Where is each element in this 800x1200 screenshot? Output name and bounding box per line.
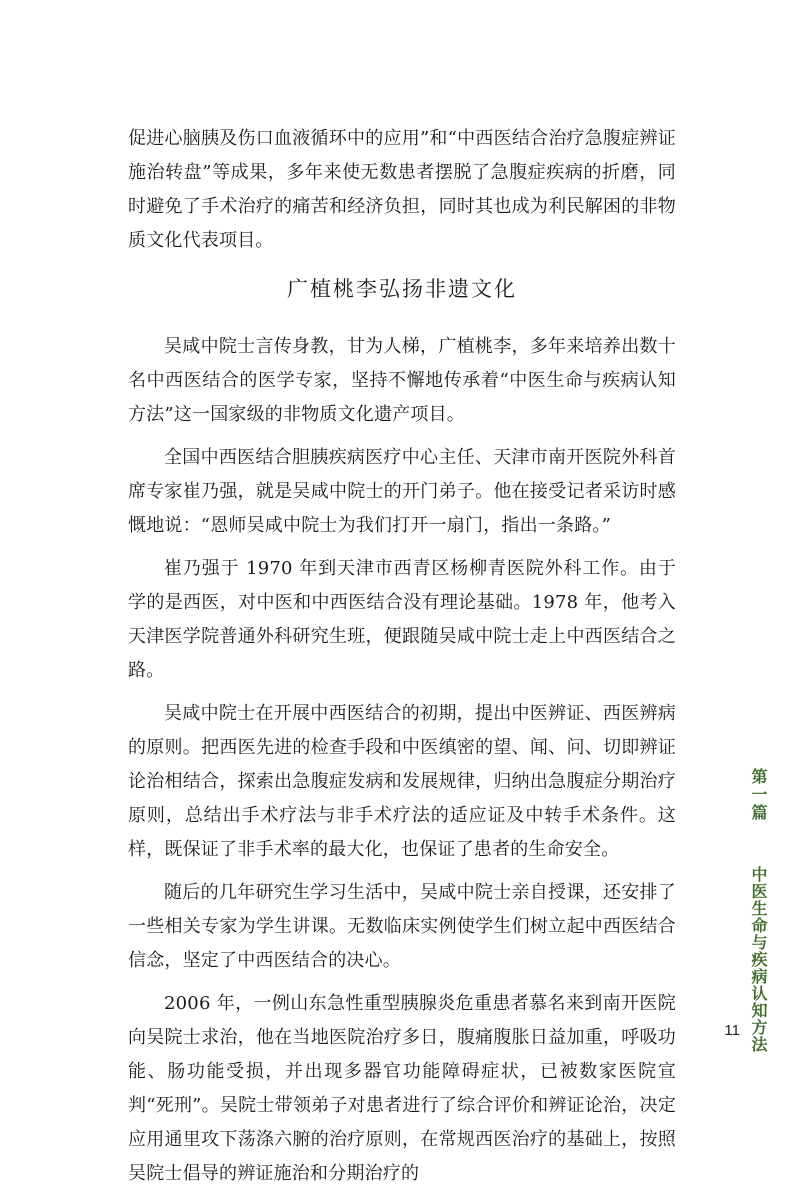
paragraph: 随后的几年研究生学习生活中，吴咸中院士亲自授课，还安排了一些相关专家为学生讲课。无数临床实例使学生们树立起中西医结合信念，坚定了中西医结合的决心。 bbox=[128, 882, 676, 971]
paragraph: 吴咸中院士在开展中西医结合的初期，提出中医辨证、西医辨病的原则。把西医先进的检查手段和中医缜密的望、闻、问、切即辨证论治相结合，探索出急腹症发病和发展规律，归纳出急腹症分期治疗原则，总结出手术疗法与非手术疗法的适应证及中转手术条件。这样，既保证了非手术率的最大化，也保证了患者的生命安全。 bbox=[128, 703, 676, 860]
body-text bbox=[128, 122, 676, 1200]
paragraph: 2006 年，一例山东急性重型胰腺炎危重患者慕名来到南开医院向吴院士求治，他在当地医院治疗多日，腹痛腹胀日益加重，呼吸功能、肠功能受损，并出现多器官功能障碍症状，已被数家医院宣判“死刑”。吴院士带领弟子对患者进行了综合评价和辨证论治，决定应用通里攻下荡涤六腑的治疗原则，在常规西医治疗的基础上，按照吴院士倡导的辨证施治和分期治疗的 bbox=[128, 993, 676, 1184]
part-label: 第一篇 bbox=[749, 768, 768, 822]
side-chapter-tab bbox=[746, 768, 770, 1053]
paragraph: 崔乃强于 1970 年到天津市西青区杨柳青医院外科工作。由于学的是西医，对中医和中西医结合没有理论基础。1978 年，他考入天津医学院普通外科研究生班，便跟随吴咸中院士走上中西医结合之路。 bbox=[128, 558, 676, 681]
page-number: 11 bbox=[724, 1022, 740, 1039]
paragraph: 吴咸中院士言传身教，甘为人梯，广植桃李，多年来培养出数十名中西医结合的医学专家，坚持不懈地传承着“中医生命与疾病认知方法”这一国家级的非物质文化遗产项目。 bbox=[128, 336, 676, 425]
paragraph: 全国中西医结合胆胰疾病医疗中心主任、天津市南开医院外科首席专家崔乃强，就是吴咸中院士的开门弟子。他在接受记者采访时感慨地说：“恩师吴咸中院士为我们打开一扇门，指出一条路。” bbox=[128, 447, 676, 536]
paragraph-continued: 促进心脑胰及伤口血液循环中的应用”和“中西医结合治疗急腹症辨证施治转盘”等成果，多年来使无数患者摆脱了急腹症疾病的折磨，同时避免了手术治疗的痛苦和经济负担，同时其也成为利民解困的非物质文化代表项目。 bbox=[128, 128, 676, 251]
section-label: 中医生命与疾病认知方法 bbox=[749, 866, 768, 1053]
section-heading: 广植桃李弘扬非遗文化 bbox=[287, 277, 517, 301]
